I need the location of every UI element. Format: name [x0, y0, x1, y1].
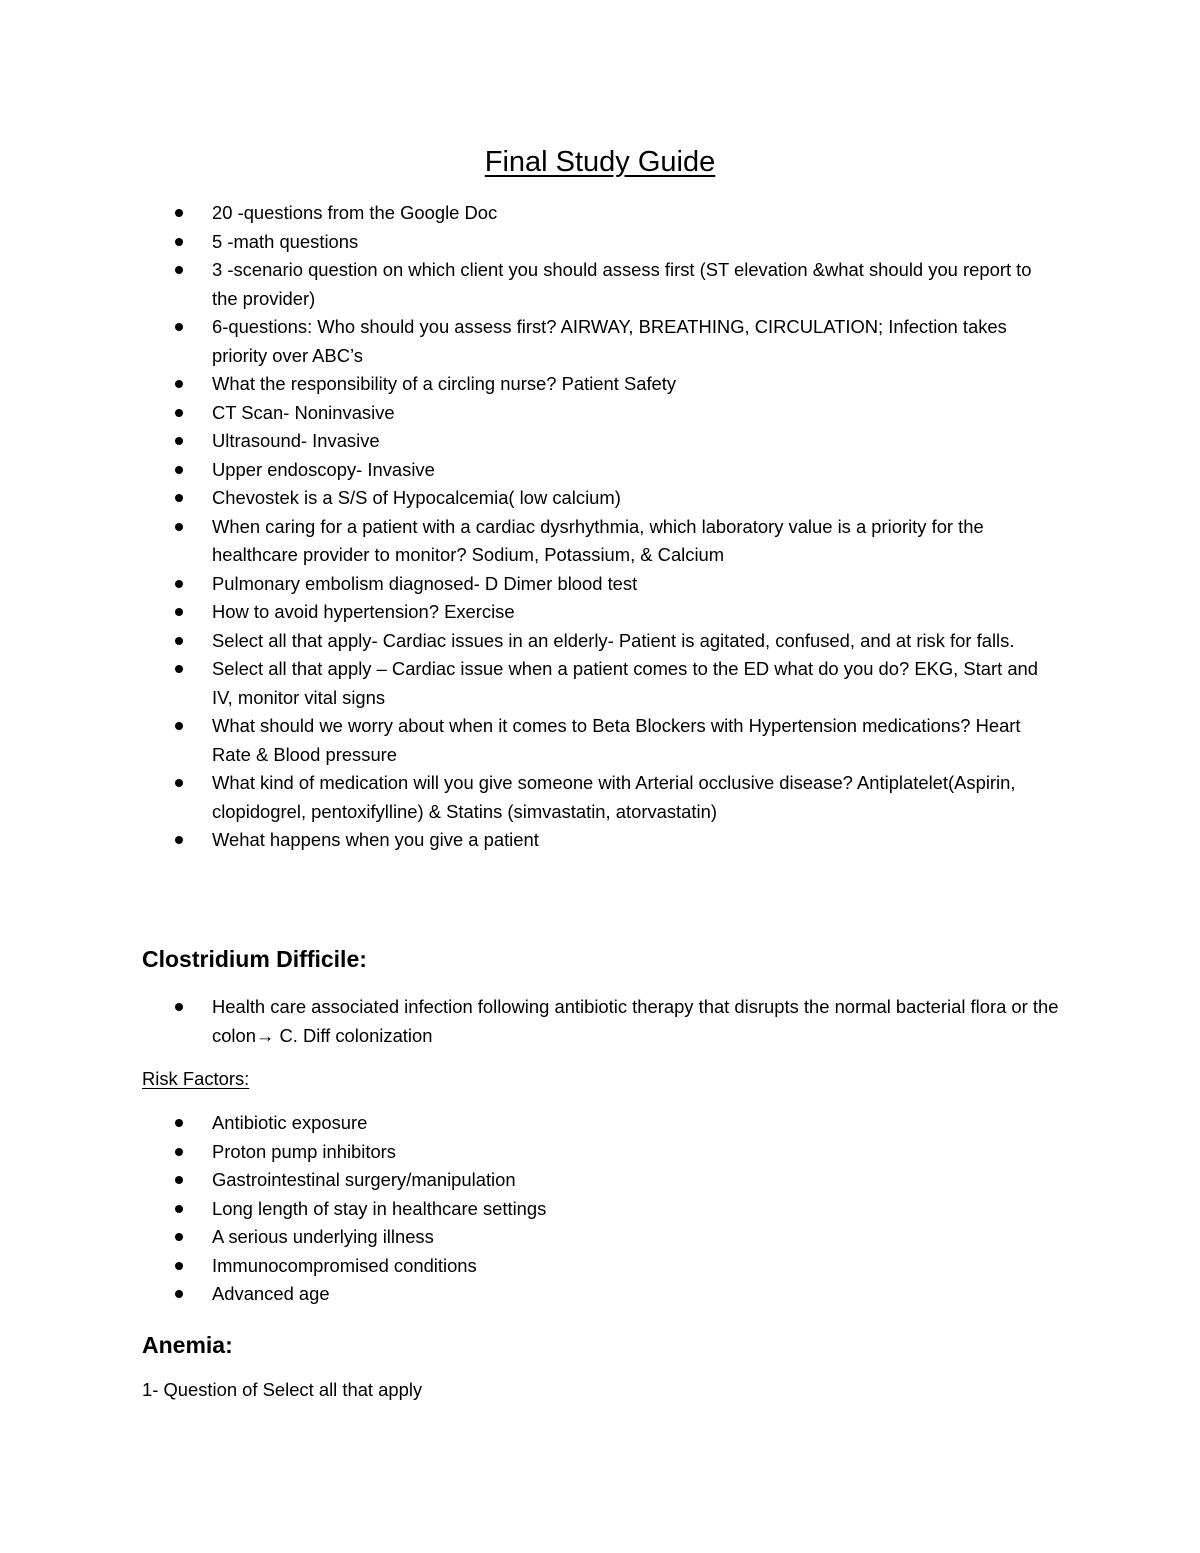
- list-item: 3 -scenario question on which client you should assess first (ST elevation &what should you report to the provider): [0, 256, 1200, 313]
- list-item: How to avoid hypertension? Exercise: [0, 598, 1200, 627]
- cdiff-description-result: C. Diff colonization: [274, 1024, 433, 1046]
- list-item: Upper endoscopy- Invasive: [0, 456, 1200, 485]
- list-item: Chevostek is a S/S of Hypocalcemia( low calcium): [0, 484, 1200, 513]
- list-item: A serious underlying illness: [0, 1223, 1200, 1252]
- list-item: Long length of stay in healthcare settings: [0, 1195, 1200, 1224]
- list-item: [0, 993, 1200, 1050]
- page-title: Final Study Guide: [484, 146, 716, 178]
- list-item: Select all that apply- Cardiac issues in an elderly- Patient is agitated, confused, and at risk for falls.: [0, 627, 1200, 656]
- list-item: Immunocompromised conditions: [0, 1252, 1200, 1281]
- list-item: Proton pump inhibitors: [0, 1138, 1200, 1167]
- list-item: 20 -questions from the Google Doc: [0, 199, 1200, 228]
- list-item: Wehat happens when you give a patient: [0, 826, 1200, 855]
- list-item: 6-questions: Who should you assess first? AIRWAY, BREATHING, CIRCULATION; Infection takes priority over ABC’s: [0, 313, 1200, 370]
- anemia-text: 1- Question of Select all that apply: [142, 1379, 423, 1400]
- list-item: What the responsibility of a circling nurse? Patient Safety: [0, 370, 1200, 399]
- list-item: Gastrointestinal surgery/manipulation: [0, 1166, 1200, 1195]
- list-item: Ultrasound- Invasive: [0, 427, 1200, 456]
- study-guide-list: [0, 199, 1200, 855]
- list-item: Pulmonary embolism diagnosed- D Dimer blood test: [0, 570, 1200, 599]
- list-item: 5 -math questions: [0, 228, 1200, 257]
- list-item: Antibiotic exposure: [0, 1109, 1200, 1138]
- list-item: What should we worry about when it comes to Beta Blockers with Hypertension medications? Heart Rate & Blood pressure: [0, 712, 1200, 769]
- list-item: Select all that apply – Cardiac issue when a patient comes to the ED what do you do? EKG, Start and IV, monitor vital signs: [0, 655, 1200, 712]
- list-item: Advanced age: [0, 1280, 1200, 1309]
- cdiff-description-text: Health care associated infection following antibiotic therapy that disrupts the normal bacterial flora or the colon: [212, 996, 1059, 1046]
- list-item: When caring for a patient with a cardiac dysrhythmia, which laboratory value is a priority for the healthcare provider to monitor? Sodium, Potassium, & Calcium: [0, 513, 1200, 570]
- section-heading-clostridium-difficile: Clostridium Difficile:: [142, 946, 367, 972]
- section-heading-anemia: Anemia:: [142, 1332, 233, 1358]
- list-item: CT Scan- Noninvasive: [0, 399, 1200, 428]
- risk-factors-heading: Risk Factors:: [142, 1068, 250, 1089]
- list-item: What kind of medication will you give someone with Arterial occlusive disease? Antiplatelet(Aspirin, clopidogrel, pentoxifylline) & Statins (simvastatin, atorvastatin): [0, 769, 1200, 826]
- cdiff-description-list: [0, 993, 1200, 1050]
- risk-factors-list: [0, 1109, 1200, 1309]
- right-arrow-icon: →: [255, 1024, 275, 1046]
